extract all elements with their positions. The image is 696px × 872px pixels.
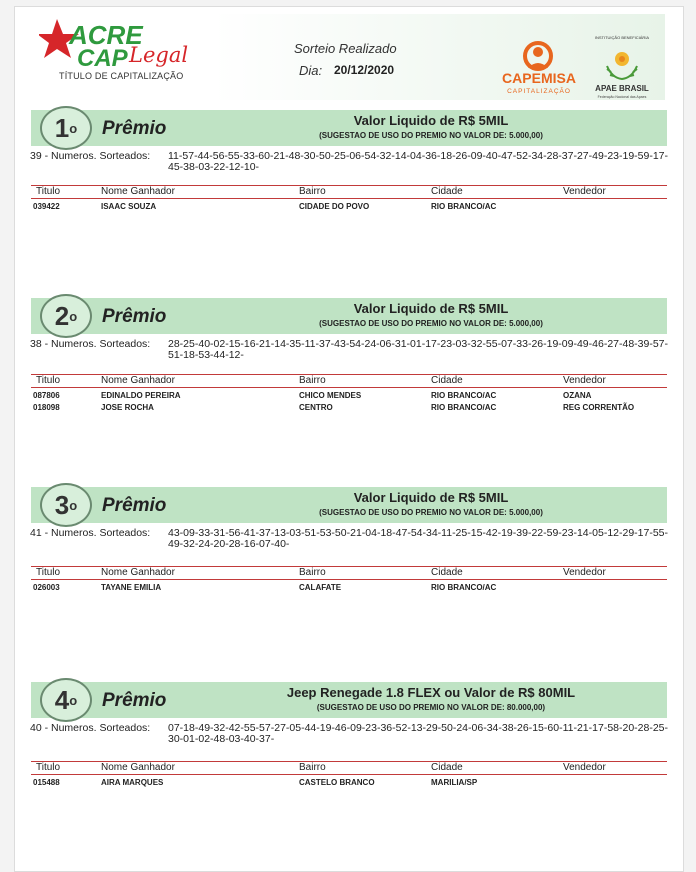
drawn-numbers-value: 43-09-33-31-56-41-37-13-03-51-53-50-21-04-18-47-54-34-11-25-15-42-19-39-22-59-23-14-05-12-29-17-55-49-32-24-20-28-16-07-40- [168, 527, 669, 550]
dia-value: 20/12/2020 [334, 63, 395, 77]
col-vendedor: Vendedor [563, 762, 606, 773]
drawn-numbers-label: 40 - Numeros. Sorteados: [30, 722, 151, 734]
logo-legal-text: Legal [129, 43, 189, 67]
drawn-numbers-label: 38 - Numeros. Sorteados: [30, 338, 151, 350]
table-header [31, 566, 667, 580]
table-row: 018098 JOSE ROCHA CENTRO RIO BRANCO/AC REG CORRENTÃO [33, 403, 635, 412]
prize-ordinal: 1 o [40, 106, 92, 150]
prize-ordinal: 4 o [40, 678, 92, 722]
col-bairro: Bairro [299, 186, 326, 197]
col-nome: Nome Ganhador [101, 567, 175, 578]
prize-suggestion: (SUGESTAO DE USO DO PREMIO NO VALOR DE: 5.000,00) [319, 508, 543, 517]
drawn-numbers-label: 41 - Numeros. Sorteados: [30, 527, 151, 539]
drawn-numbers-label: 39 - Numeros. Sorteados: [30, 150, 151, 162]
table-row: 015488 AIRA MARQUES CASTELO BRANCO MARILIA/SP [33, 778, 478, 787]
table-header [31, 185, 667, 199]
sorteio-title: Sorteio Realizado [294, 41, 397, 56]
table-header [31, 761, 667, 775]
dia-label: Dia: [299, 63, 323, 78]
col-cidade: Cidade [431, 186, 463, 197]
prize-value: Valor Liquido de R$ 5MIL [353, 301, 509, 316]
prize-value: Valor Liquido de R$ 5MIL [353, 490, 509, 505]
table-row: 087806 EDINALDO PEREIRA CHICO MENDES RIO BRANCO/AC OZANA [33, 391, 592, 400]
prize-ordinal: 3 o [40, 483, 92, 527]
col-nome: Nome Ganhador [101, 186, 175, 197]
col-titulo: Titulo [36, 375, 61, 386]
capemisa-name: CAPEMISA [502, 70, 576, 86]
apae-brasil-logo [587, 32, 657, 112]
capemisa-logo [494, 38, 584, 108]
premio-label: Prêmio [102, 118, 167, 139]
apae-top-text: INSTITUIÇÃO BENEFICIÁRIA [594, 35, 650, 40]
drawn-numbers-value: 07-18-49-32-42-55-57-27-05-44-19-46-09-23-36-52-13-29-50-24-06-34-38-26-15-60-11-21-17-58-20-28-25-30-01-02-48-03-40-37- [168, 722, 669, 745]
premio-label: Prêmio [102, 306, 167, 327]
col-cidade: Cidade [431, 567, 463, 578]
col-vendedor: Vendedor [563, 375, 606, 386]
col-bairro: Bairro [299, 375, 326, 386]
col-titulo: Titulo [36, 186, 61, 197]
col-bairro: Bairro [299, 762, 326, 773]
premio-label: Prêmio [102, 690, 167, 711]
logo-subtitle: TÍTULO DE CAPITALIZAÇÃO [59, 71, 184, 81]
col-nome: Nome Ganhador [101, 375, 175, 386]
col-cidade: Cidade [431, 375, 463, 386]
drawn-numbers-value: 28-25-40-02-15-16-21-14-35-11-37-43-54-24-06-31-01-17-23-03-32-55-07-33-26-19-09-49-46-27-48-39-57-51-18-53-44-12- [168, 338, 669, 361]
capemisa-subtitle: CAPITALIZAÇÃO [507, 88, 571, 95]
prize-suggestion: (SUGESTAO DE USO DO PREMIO NO VALOR DE: 5.000,00) [319, 319, 543, 328]
prize-value: Valor Liquido de R$ 5MIL [353, 113, 509, 128]
col-titulo: Titulo [36, 567, 61, 578]
premio-label: Prêmio [102, 495, 167, 516]
table-row: 026003 TAYANE EMILIA CALAFATE RIO BRANCO/AC [33, 583, 497, 592]
col-titulo: Titulo [36, 762, 61, 773]
col-vendedor: Vendedor [563, 567, 606, 578]
logo-cap-text: CAP [77, 45, 128, 72]
logo-acre-text: ACRE [69, 20, 143, 50]
prize-suggestion: (SUGESTAO DE USO DO PREMIO NO VALOR DE: 80.000,00) [316, 703, 546, 712]
col-bairro: Bairro [299, 567, 326, 578]
header-banner [19, 14, 665, 100]
table-header [31, 374, 667, 388]
drawn-numbers-value: 11-57-44-56-55-33-60-21-48-30-50-25-06-54-32-14-04-36-18-26-09-40-47-52-34-28-37-27-49-23-19-59-17-45-38-03-22-12-10- [168, 150, 669, 173]
table-row: 039422 ISAAC SOUZA CIDADE DO POVO RIO BRANCO/AC [33, 202, 497, 211]
col-vendedor: Vendedor [563, 186, 606, 197]
col-nome: Nome Ganhador [101, 762, 175, 773]
prize-suggestion: (SUGESTAO DE USO DO PREMIO NO VALOR DE: 5.000,00) [319, 131, 543, 140]
prize-value: Jeep Renegade 1.8 FLEX ou Valor de R$ 80MIL [286, 685, 576, 700]
apae-name: APAE BRASIL [595, 84, 649, 93]
apae-subtitle: Federação Nacional das Apaes [597, 95, 647, 99]
prize-ordinal: 2 o [40, 294, 92, 338]
col-cidade: Cidade [431, 762, 463, 773]
